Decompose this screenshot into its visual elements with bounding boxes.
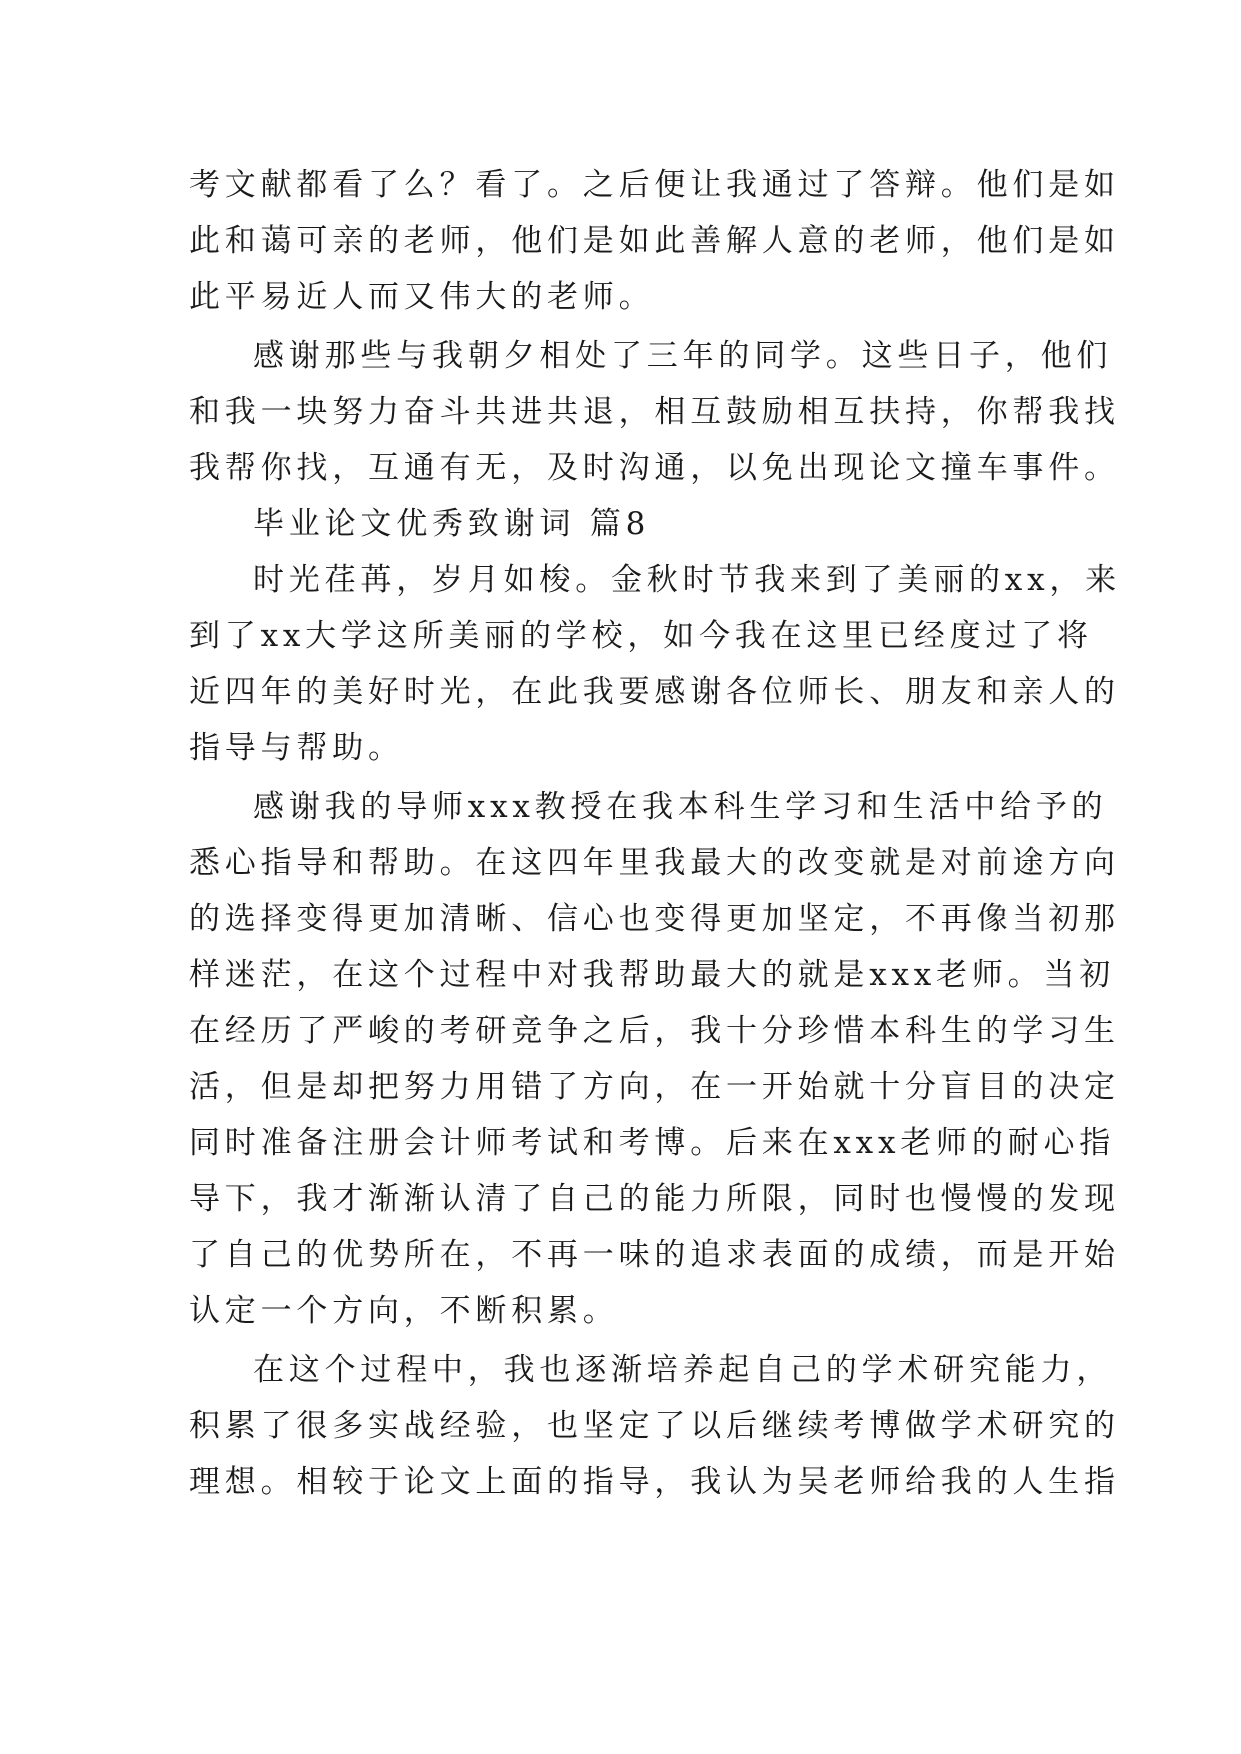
- text-line: 导下，我才渐渐认清了自己的能力所限，同时也慢慢的发现: [189, 1181, 1120, 1217]
- text-line: 考文献都看了么？看了。之后便让我通过了答辩。他们是如: [189, 167, 1120, 203]
- paragraph: [189, 1342, 1120, 1510]
- text-line: 近四年的美好时光，在此我要感谢各位师长、朋友和亲人的: [189, 674, 1120, 710]
- text-line: 时光荏苒，岁月如梭。金秋时节我来到了美丽的xx，来: [253, 562, 1121, 598]
- text-line: 了自己的优势所在，不再一味的追求表面的成绩，而是开始: [189, 1237, 1120, 1273]
- paragraph: [189, 779, 1120, 1339]
- text-line: 同时准备注册会计师考试和考博。后来在xxx老师的耐心指: [189, 1125, 1116, 1161]
- text-line: 我帮你找，互通有无，及时沟通，以免出现论文撞车事件。: [189, 450, 1120, 486]
- text-line: 此和蔼可亲的老师，他们是如此善解人意的老师，他们是如: [189, 223, 1120, 259]
- text-line: 悉心指导和帮助。在这四年里我最大的改变就是对前途方向: [189, 845, 1120, 881]
- paragraph: [189, 552, 1121, 776]
- text-line: 理想。相较于论文上面的指导，我认为吴老师给我的人生指: [189, 1464, 1120, 1500]
- text-line: 认定一个方向，不断积累。: [189, 1293, 619, 1329]
- text-line: 的选择变得更加清晰、信心也变得更加坚定，不再像当初那: [189, 901, 1120, 937]
- text-line: 感谢那些与我朝夕相处了三年的同学。这些日子，他们: [253, 338, 1113, 374]
- text-line: 积累了很多实战经验，也坚定了以后继续考博做学术研究的: [189, 1408, 1120, 1444]
- document-body: [189, 157, 1121, 1510]
- paragraph: [189, 157, 1120, 325]
- text-line: 样迷茫，在这个过程中对我帮助最大的就是xxx老师。当初: [189, 957, 1116, 993]
- paragraph: [189, 328, 1120, 496]
- text-line: 在经历了严峻的考研竞争之后，我十分珍惜本科生的学习生: [189, 1013, 1120, 1049]
- text-line: 指导与帮助。: [189, 730, 404, 766]
- text-line: 活，但是却把努力用错了方向，在一开始就十分盲目的决定: [189, 1069, 1120, 1105]
- text-line: 到了xx大学这所美丽的学校，如今我在这里已经度过了将: [189, 618, 1093, 654]
- text-line: 感谢我的导师xxx教授在我本科生学习和生活中给予的: [253, 789, 1108, 825]
- text-line: 和我一块努力奋斗共进共退，相互鼓励相互扶持，你帮我找: [189, 394, 1120, 430]
- text-line: 在这个过程中，我也逐渐培养起自己的学术研究能力，: [253, 1352, 1113, 1388]
- text-line: 此平易近人而又伟大的老师。: [189, 279, 655, 315]
- section-heading: 毕业论文优秀致谢词 篇8: [253, 506, 651, 542]
